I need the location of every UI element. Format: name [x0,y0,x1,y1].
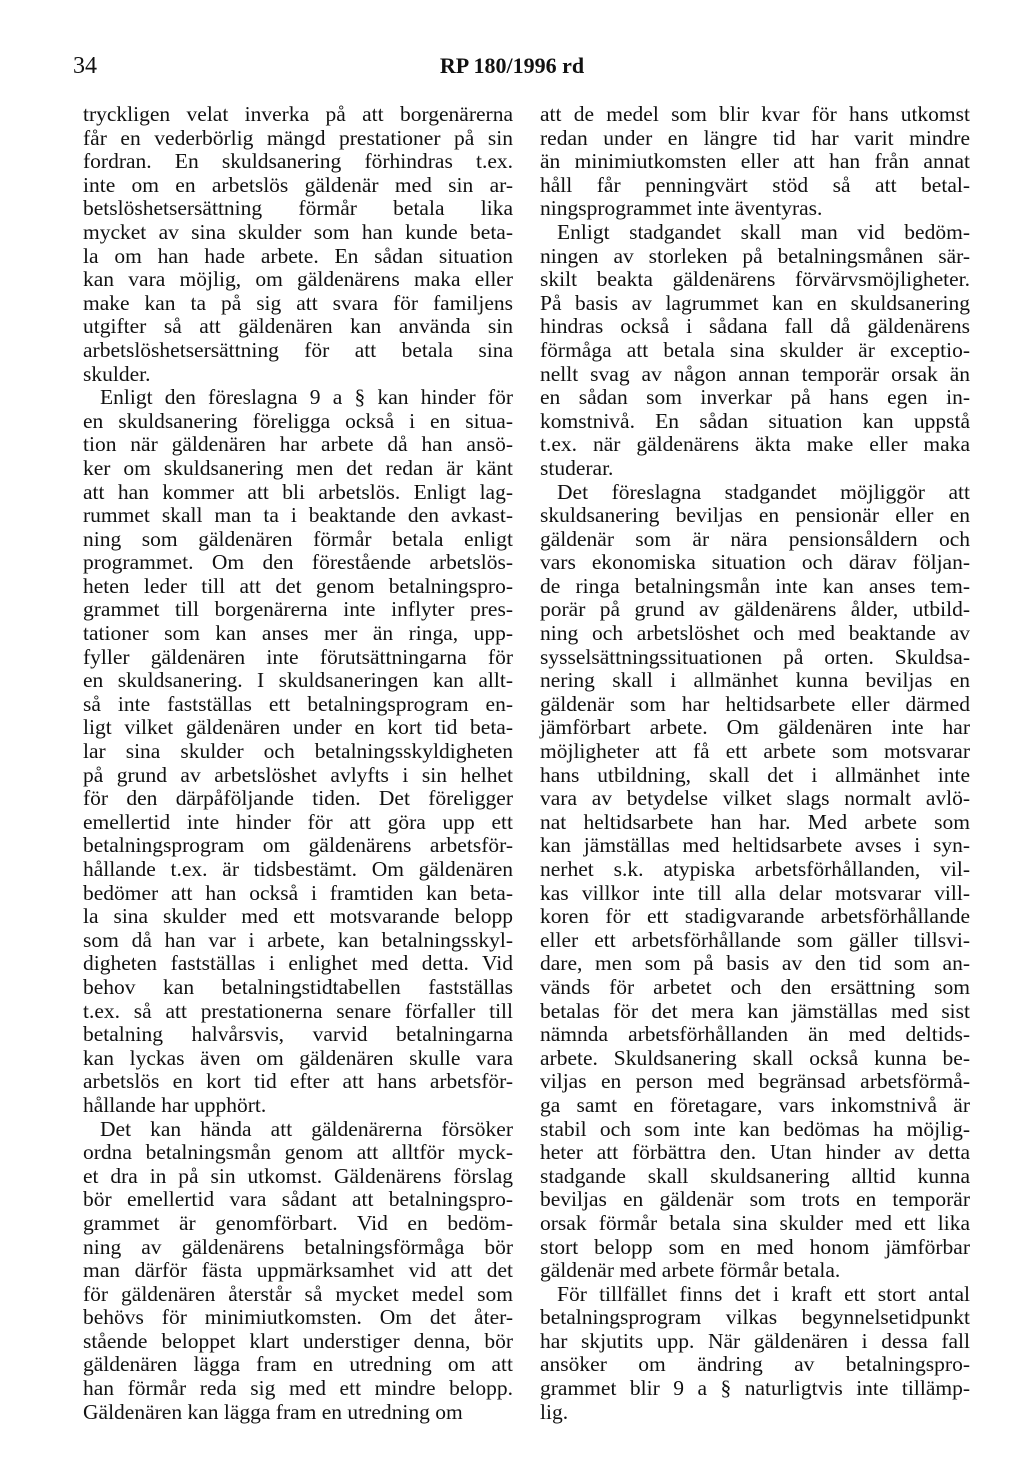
text-line: lar sina skulder och betalningsskyldigheten [83,739,513,764]
text-line: man därför fästa uppmärksamhet vid att det [83,1258,513,1283]
text-column-right [540,103,970,1424]
text-line: kas villkor inte till alla delar motsvarar vill- [540,880,970,905]
text-line: att de medel som blir kvar för hans utkomst [540,102,970,126]
text-line: digheten fastställas i enlighet med detta. Vid [83,951,513,976]
text-line: ningsprogrammet inte äventyras. [540,196,823,221]
text-line: kan jämställas med heltidsarbete avses i syn- [540,833,970,858]
text-column-left [83,103,513,1424]
text-line: skuldsanering beviljas en pensionär eller en [540,503,970,528]
text-line: ligt vilket gäldenären under en kort tid beta- [83,715,513,740]
page-header [0,0,1024,90]
text-line: håll får penningvärt stöd så att betal- [540,172,970,197]
text-line: gäldenär som har heltidsarbete eller därmed [540,691,970,716]
text-line: ning av gäldenärens betalningsförmåga bör [83,1234,513,1259]
text-line: för den därpåföljande tiden. Det föreligger [83,786,513,811]
text-line: att han kommer att bli arbetslös. Enligt lag- [83,479,513,504]
text-line: ga samt en företagare, vars inkomstnivå är [540,1092,970,1117]
text-line: Gäldenären kan lägga fram en utredning om [83,1399,463,1424]
text-line: en skuldsanering. I skuldsaneringen kan allt- [83,668,513,693]
text-line: behov kan betalningstidtabellen fastställas [83,974,513,999]
text-line: så inte fastställas ett betalningsprogram en- [83,691,513,716]
text-line: arbetslös en kort tid efter att hans arbetsför- [83,1069,513,1094]
text-line: behövs för minimiutkomsten. Om det åter- [83,1305,513,1330]
text-line: för gäldenären återstår så mycket medel som [83,1281,513,1306]
text-line: betalas för det mera kan jämställas med sist [540,998,970,1023]
text-line: grammet är genomförbart. Vid en bedöm- [83,1210,513,1235]
text-line: arbetslöshetsersättning för att betala sina [83,337,513,362]
text-line: betalningsprogram vilkas begynnelsetidpunkt [540,1305,970,1330]
text-line: tationer som kan anses mer än ringa, upp- [83,621,513,646]
text-line: rummet skall man ta i beaktande den avkast- [83,503,513,528]
text-line: vänds för arbetet och den ersättning som [540,974,970,999]
text-line: Enligt stadgandet skall man vid bedöm- [557,219,970,244]
text-line: på grund av arbetslöshet avlyfts i sin helhet [83,762,513,787]
text-line: tryckligen velat inverka på att borgenärerna [83,102,513,126]
text-line: hållande har upphört. [83,1092,267,1117]
text-line: kan vara möjlig, om gäldenärens maka eller [83,267,513,292]
text-line: komstnivå. En sådan situation kan uppstå [540,408,970,433]
text-line: På basis av lagrummet kan en skuldsanering [540,290,970,315]
text-line: kan lyckas även om gäldenären skulle vara [83,1045,513,1070]
text-line: et dra in på sin utkomst. Gäldenärens förslag [83,1163,513,1188]
text-line: nellt svag av någon annan temporär orsak än [540,361,970,386]
text-line: studerar. [540,455,614,480]
running-title: RP 180/1996 rd [439,53,585,78]
text-line: vara av betydelse vilket slags normalt avlö- [540,786,970,811]
text-line: inte om en arbetslös gäldenär med sin ar- [83,172,513,197]
text-line: gäldenären lägga fram en utredning om att [83,1352,513,1377]
text-line: han förmår reda sig med ett mindre belopp. [83,1376,513,1401]
text-line: stort belopp som en med honom jämförbar [540,1234,970,1259]
text-line: än minimiutkomsten eller att han från annat [540,149,970,174]
text-line: sysselsättningssituationen på orten. Skuldsa- [540,644,970,669]
text-line: la om han hade arbete. En sådan situation [83,243,513,268]
text-line: orsak förmår betala sina skulder med ett lika [540,1210,970,1235]
text-line: ansöker om ändring av betalningspro- [540,1352,970,1377]
text-line: programmet. Om den förestående arbetslös- [83,550,513,575]
text-line: får en vederbörlig mängd prestationer på sin [83,125,513,150]
text-line: t.ex. så att prestationerna senare förfaller till [83,998,513,1023]
text-line: vars ekonomiska situation och därav följan- [540,550,970,575]
text-line: har skjutits upp. När gäldenären i dessa fall [540,1328,970,1353]
text-line: en sådan som inverkar på hans egen in- [540,385,970,410]
text-line: ordna betalningsmån genom att alltför myck- [83,1140,513,1165]
text-line: redan under en längre tid har varit mindre [540,125,970,150]
text-line: möjligheter att få ett arbete som motsvarar [540,739,970,764]
text-line: arbete. Skuldsanering skall också kunna be- [540,1045,970,1070]
text-line: ningen av storleken på betalningsmånen sär- [540,243,970,268]
text-line: viljas en person med begränsad arbetsförmå- [540,1069,970,1094]
text-line: nering skall i allmänhet kunna beviljas en [540,668,970,693]
text-line: make kan ta på sig att svara för familjens [83,290,513,315]
text-line: grammet blir 9 a § naturligtvis inte tillämp- [540,1376,970,1401]
text-line: hans utbildning, skall det i allmänhet inte [540,762,970,787]
text-line: de ringa betalningsmån inte kan anses tem- [540,573,970,598]
text-line: skulder. [83,361,151,386]
text-line: Det kan hända att gäldenärerna försöker [100,1116,513,1141]
text-line: hållande t.ex. är tidsbestämt. Om gäldenären [83,857,513,881]
text-line: ker om skuldsanering men det redan är känt [83,455,513,480]
text-line: utgifter så att gäldenären kan använda sin [83,314,513,339]
text-line: För tillfället finns det i kraft ett stort antal [557,1281,970,1306]
text-line: mycket av sina skulder som han kunde beta- [83,219,513,244]
text-line: nämnda arbetsförhållanden än med deltids- [540,1022,970,1047]
text-line: la sina skulder med ett motsvarande belopp [83,904,513,929]
text-line: Enligt den föreslagna 9 a § kan hinder för [100,385,513,410]
page-number: 34 [73,53,97,79]
text-line: nat heltidsarbete han har. Med arbete som [540,809,970,834]
text-line: fordran. En skuldsanering förhindras t.ex. [83,149,513,174]
text-line: koren för ett stadigvarande arbetsförhållande [540,904,970,929]
text-line: en skuldsanering föreligga också i en situa- [83,408,513,433]
text-line: ning och arbetslöshet och med beaktande av [540,621,970,646]
text-line: beviljas en gäldenär som trots en temporär [540,1187,970,1212]
text-line: betalning halvårsvis, varvid betalningarna [83,1022,513,1047]
text-line: jämförbart arbete. Om gäldenären inte har [540,715,970,740]
text-line: ning som gäldenären förmår betala enligt [83,526,513,551]
text-line: eller ett arbetsförhållande som gäller tillsvi- [540,927,970,952]
text-line: bör emellertid vara sådant att betalningspro- [83,1187,513,1212]
text-line: porär på grund av gäldenärens ålder, utbild- [540,597,970,622]
text-line: hindras också i sådana fall då gäldenärens [540,314,970,339]
text-line: betalningsprogram om gäldenärens arbetsför- [83,833,513,858]
text-line: gäldenär med arbete förmår betala. [540,1258,841,1283]
text-line: Det föreslagna stadgandet möjliggör att [557,479,970,504]
text-line: fyller gäldenären inte förutsättningarna för [83,644,513,669]
text-line: gäldenär som är nära pensionsåldern och [540,526,970,551]
text-line: stående beloppet klart understiger denna, bör [83,1328,513,1353]
text-line: grammet till borgenärerna inte inflyter pres- [83,597,513,622]
text-line: stadgande skall skuldsanering alltid kunna [540,1163,970,1188]
text-line: emellertid inte hinder för att göra upp ett [83,809,513,834]
text-line: skilt beakta gäldenärens förvärvsmöjligheter. [540,267,970,292]
text-line: stabil och som inte kan bedömas ha möjlig- [540,1116,970,1141]
text-line: dare, men som på basis av den tid som an- [540,951,970,976]
text-line: heten leder till att det genom betalningspro- [83,573,513,598]
text-line: bedömer att han också i framtiden kan beta- [83,880,513,905]
text-line: förmåga att betala sina skulder är exceptio- [540,337,970,362]
text-line: betslöshetsersättning förmår betala lika [83,196,513,221]
text-line: lig. [540,1399,569,1424]
text-line: tion när gäldenären har arbete då han ansö- [83,432,513,457]
text-line: nerhet s.k. atypiska arbetsförhållanden, vil- [540,857,970,881]
text-line: t.ex. när gäldenärens äkta make eller maka [540,432,970,457]
text-line: heter att förbättra den. Utan hinder av detta [540,1140,970,1165]
text-line: som då han var i arbete, kan betalningsskyl- [83,927,513,952]
